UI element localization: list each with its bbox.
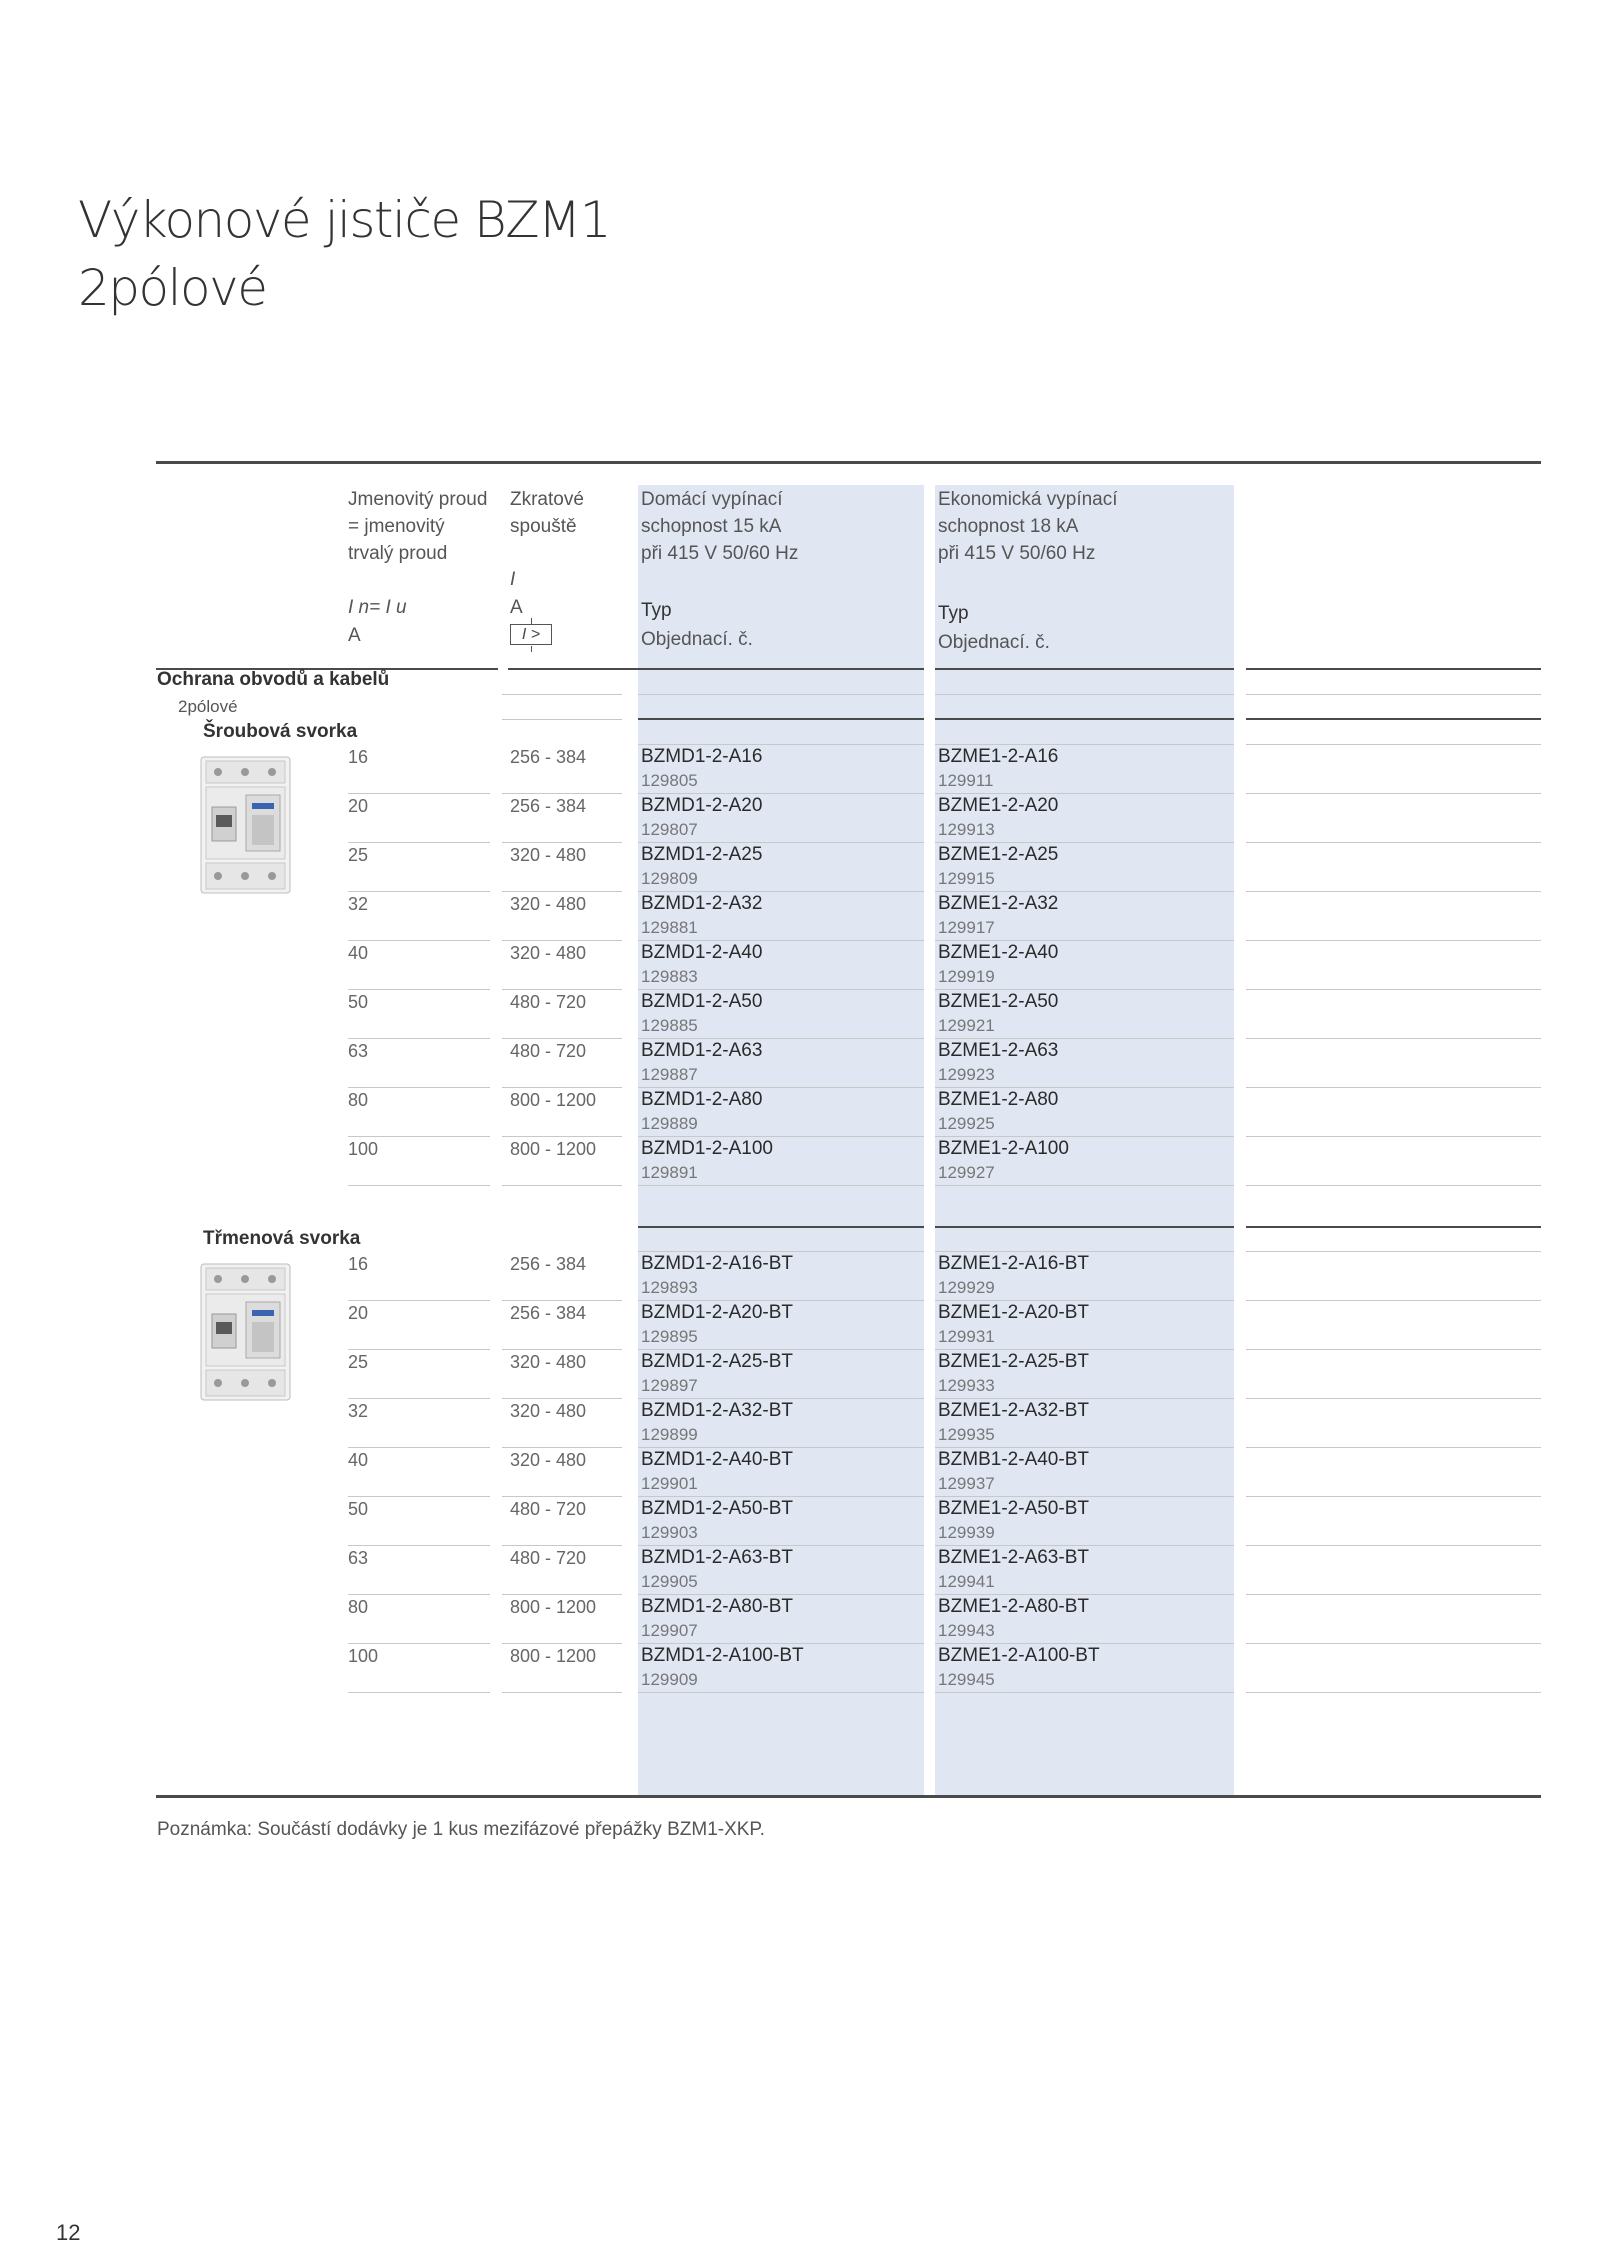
circuit-breaker-icon bbox=[198, 1262, 293, 1402]
trip-range: 480 - 720 bbox=[510, 1499, 587, 1519]
economic-type: BZME1-2-A25 bbox=[938, 844, 1059, 865]
rated-current: 32 bbox=[348, 1401, 369, 1421]
domestic-order-number: 129807 bbox=[641, 820, 698, 839]
domestic-order-number: 129883 bbox=[641, 967, 698, 986]
domestic-type: BZMD1-2-A80 bbox=[641, 1089, 763, 1110]
domestic-order-number: 129881 bbox=[641, 918, 698, 937]
economic-type: BZME1-2-A32 bbox=[938, 893, 1059, 914]
footnote: Poznámka: Součástí dodávky je 1 kus mezifázové přepážky BZM1-XKP. bbox=[157, 1819, 765, 1840]
row-rule bbox=[502, 1185, 622, 1186]
row-rule bbox=[935, 1692, 1234, 1693]
rated-current: 20 bbox=[348, 796, 369, 816]
economic-order-number: 129923 bbox=[938, 1065, 995, 1084]
economic-type: BZME1-2-A80 bbox=[938, 1089, 1059, 1110]
table-bottom-rule bbox=[156, 1795, 1541, 1798]
economic-type: BZME1-2-A25-BT bbox=[938, 1351, 1089, 1372]
domestic-order-number: 129809 bbox=[641, 869, 698, 888]
domestic-order-number: 129885 bbox=[641, 1016, 698, 1035]
domestic-type: BZMD1-2-A63-BT bbox=[641, 1547, 794, 1568]
domestic-order-number: 129889 bbox=[641, 1114, 698, 1133]
row-rule bbox=[1246, 1496, 1541, 1497]
rated-current: 50 bbox=[348, 992, 369, 1012]
domestic-type: BZMD1-2-A63 bbox=[641, 1040, 763, 1061]
economic-type: BZME1-2-A100 bbox=[938, 1138, 1069, 1159]
economic-type: BZME1-2-A63-BT bbox=[938, 1547, 1089, 1568]
trip-range: 480 - 720 bbox=[510, 992, 587, 1012]
rated-current: 63 bbox=[348, 1548, 369, 1568]
domestic-type: BZMD1-2-A16 bbox=[641, 746, 763, 767]
domestic-order-number: 129909 bbox=[641, 1670, 698, 1689]
row-rule bbox=[1246, 940, 1541, 941]
economic-type: BZME1-2-A50-BT bbox=[938, 1498, 1089, 1519]
header-economic: Ekonomická vypínací schopnost 18 kA při 415 V 50/60 Hz bbox=[938, 489, 1118, 564]
economic-order-number: 129927 bbox=[938, 1163, 995, 1182]
row-rule bbox=[638, 1692, 924, 1693]
group-title: Šroubová svorka bbox=[203, 721, 358, 742]
trip-range: 800 - 1200 bbox=[510, 1090, 597, 1110]
header-short-circuit-unit: A bbox=[510, 597, 523, 618]
economic-order-number: 129921 bbox=[938, 1016, 995, 1035]
circuit-breaker-icon bbox=[198, 755, 293, 895]
row-rule bbox=[348, 1545, 490, 1546]
row-rule bbox=[1246, 891, 1541, 892]
economic-order-number: 129933 bbox=[938, 1376, 995, 1395]
row-rule bbox=[1246, 1545, 1541, 1546]
rated-current: 16 bbox=[348, 1254, 369, 1274]
row-rule bbox=[348, 1087, 490, 1088]
economic-order-number: 129925 bbox=[938, 1114, 995, 1133]
domestic-type: BZMD1-2-A40 bbox=[641, 942, 763, 963]
group-separator-rule bbox=[638, 1226, 924, 1228]
trip-range: 320 - 480 bbox=[510, 894, 587, 914]
domestic-type: BZMD1-2-A50-BT bbox=[641, 1498, 794, 1519]
trip-range: 800 - 1200 bbox=[510, 1139, 597, 1159]
domestic-order-number: 129805 bbox=[641, 771, 698, 790]
economic-order-number: 129929 bbox=[938, 1278, 995, 1297]
row-rule bbox=[348, 989, 490, 990]
overcurrent-symbol-icon: I > bbox=[510, 624, 552, 645]
row-rule bbox=[348, 1185, 490, 1186]
economic-type: BZMB1-2-A40-BT bbox=[938, 1449, 1089, 1470]
row-rule bbox=[1246, 989, 1541, 990]
economic-order-number: 129919 bbox=[938, 967, 995, 986]
economic-type: BZME1-2-A63 bbox=[938, 1040, 1059, 1061]
row-rule bbox=[348, 1594, 490, 1595]
row-rule bbox=[1246, 1300, 1541, 1301]
rated-current: 40 bbox=[348, 1450, 369, 1470]
row-rule bbox=[1246, 1087, 1541, 1088]
row-rule bbox=[348, 1038, 490, 1039]
domestic-type: BZMD1-2-A40-BT bbox=[641, 1449, 794, 1470]
domestic-type: BZMD1-2-A32-BT bbox=[641, 1400, 794, 1421]
trip-range: 320 - 480 bbox=[510, 1450, 587, 1470]
economic-order-number: 129911 bbox=[938, 771, 994, 790]
domestic-order-number: 129893 bbox=[641, 1278, 698, 1297]
economic-order-number: 129943 bbox=[938, 1621, 995, 1640]
rated-current: 25 bbox=[348, 845, 369, 865]
domestic-type: BZMD1-2-A32 bbox=[641, 893, 763, 914]
header-economic-order: Objednací. č. bbox=[938, 632, 1050, 653]
rated-current: 63 bbox=[348, 1041, 369, 1061]
trip-range: 480 - 720 bbox=[510, 1041, 587, 1061]
rated-current: 40 bbox=[348, 943, 369, 963]
trip-range: 256 - 384 bbox=[510, 1303, 587, 1323]
page-title-line1: Výkonové jističe BZM1 bbox=[78, 191, 611, 249]
trip-range: 800 - 1200 bbox=[510, 1646, 597, 1666]
row-rule bbox=[1246, 1594, 1541, 1595]
rated-current: 100 bbox=[348, 1139, 379, 1159]
header-short-circuit-symbol: I bbox=[510, 569, 516, 590]
domestic-order-number: 129895 bbox=[641, 1327, 698, 1346]
row-rule bbox=[348, 1300, 490, 1301]
group-heading-rule bbox=[1246, 1251, 1541, 1252]
trip-range: 320 - 480 bbox=[510, 943, 587, 963]
rated-current: 32 bbox=[348, 894, 369, 914]
row-rule bbox=[1246, 1447, 1541, 1448]
rated-current: 100 bbox=[348, 1646, 379, 1666]
economic-type: BZME1-2-A50 bbox=[938, 991, 1059, 1012]
row-rule bbox=[1246, 1349, 1541, 1350]
row-rule bbox=[638, 1185, 924, 1186]
row-rule bbox=[348, 1692, 490, 1693]
row-rule bbox=[348, 940, 490, 941]
row-rule bbox=[1246, 1398, 1541, 1399]
economic-order-number: 129931 bbox=[938, 1327, 995, 1346]
domestic-order-number: 129901 bbox=[641, 1474, 698, 1493]
rated-current: 25 bbox=[348, 1352, 369, 1372]
economic-order-number: 129915 bbox=[938, 869, 995, 888]
economic-type: BZME1-2-A32-BT bbox=[938, 1400, 1089, 1421]
domestic-type: BZMD1-2-A16-BT bbox=[641, 1253, 794, 1274]
row-rule bbox=[1246, 1185, 1541, 1186]
rated-current: 80 bbox=[348, 1597, 369, 1617]
page-title-line2: 2pólové bbox=[78, 259, 267, 317]
trip-range: 320 - 480 bbox=[510, 845, 587, 865]
group-separator-rule bbox=[1246, 1226, 1541, 1228]
domestic-order-number: 129897 bbox=[641, 1376, 698, 1395]
domestic-type: BZMD1-2-A25 bbox=[641, 844, 763, 865]
domestic-type: BZMD1-2-A80-BT bbox=[641, 1596, 794, 1617]
domestic-type: BZMD1-2-A100 bbox=[641, 1138, 773, 1159]
row-rule bbox=[1246, 1136, 1541, 1137]
domestic-type: BZMD1-2-A50 bbox=[641, 991, 763, 1012]
economic-order-number: 129937 bbox=[938, 1474, 995, 1493]
trip-range: 320 - 480 bbox=[510, 1352, 587, 1372]
row-rule bbox=[502, 1692, 622, 1693]
group-separator-rule bbox=[935, 1226, 1234, 1228]
row-rule bbox=[348, 1398, 490, 1399]
economic-type: BZME1-2-A40 bbox=[938, 942, 1059, 963]
row-rule bbox=[348, 891, 490, 892]
header-short-circuit-release: Zkratové spouště bbox=[510, 489, 584, 537]
trip-range: 800 - 1200 bbox=[510, 1597, 597, 1617]
row-rule bbox=[348, 1447, 490, 1448]
header-economic-type: Typ bbox=[938, 603, 969, 624]
economic-order-number: 129913 bbox=[938, 820, 995, 839]
row-rule bbox=[348, 1349, 490, 1350]
page-title bbox=[78, 186, 610, 322]
economic-order-number: 129945 bbox=[938, 1670, 995, 1689]
domestic-type: BZMD1-2-A100-BT bbox=[641, 1645, 804, 1666]
domestic-order-number: 129899 bbox=[641, 1425, 698, 1444]
economic-order-number: 129941 bbox=[938, 1572, 995, 1591]
header-domestic-type: Typ bbox=[641, 600, 672, 621]
header-domestic-order: Objednací. č. bbox=[641, 629, 753, 650]
rated-current: 80 bbox=[348, 1090, 369, 1110]
economic-type: BZME1-2-A20-BT bbox=[938, 1302, 1089, 1323]
trip-range: 256 - 384 bbox=[510, 1254, 587, 1274]
page-number: 12 bbox=[56, 2220, 81, 2245]
domestic-type: BZMD1-2-A25-BT bbox=[641, 1351, 794, 1372]
table-top-rule bbox=[156, 461, 1541, 464]
domestic-order-number: 129903 bbox=[641, 1523, 698, 1542]
trip-range: 480 - 720 bbox=[510, 1548, 587, 1568]
domestic-order-number: 129891 bbox=[641, 1163, 698, 1182]
domestic-type: BZMD1-2-A20 bbox=[641, 795, 763, 816]
row-rule bbox=[348, 1496, 490, 1497]
trip-range: 256 - 384 bbox=[510, 796, 587, 816]
group-heading-rule bbox=[1246, 744, 1541, 745]
trip-range: 320 - 480 bbox=[510, 1401, 587, 1421]
economic-order-number: 129939 bbox=[938, 1523, 995, 1542]
header-rated-current-symbol: I n= I u bbox=[348, 597, 407, 618]
trip-range: 256 - 384 bbox=[510, 747, 587, 767]
row-rule bbox=[348, 793, 490, 794]
header-rated-current-unit: A bbox=[348, 625, 361, 646]
rated-current: 20 bbox=[348, 1303, 369, 1323]
section-title: Ochrana obvodů a kabelů bbox=[157, 669, 390, 690]
row-rule bbox=[1246, 793, 1541, 794]
row-rule bbox=[1246, 1643, 1541, 1644]
header-domestic: Domácí vypínací schopnost 15 kA při 415 V 50/60 Hz bbox=[641, 489, 799, 564]
economic-order-number: 129917 bbox=[938, 918, 995, 937]
domestic-order-number: 129905 bbox=[641, 1572, 698, 1591]
row-rule bbox=[1246, 1038, 1541, 1039]
group-title: Třmenová svorka bbox=[203, 1228, 361, 1249]
row-rule bbox=[935, 1185, 1234, 1186]
domestic-type: BZMD1-2-A20-BT bbox=[641, 1302, 794, 1323]
rated-current: 16 bbox=[348, 747, 369, 767]
economic-order-number: 129935 bbox=[938, 1425, 995, 1444]
row-rule bbox=[1246, 1692, 1541, 1693]
economic-type: BZME1-2-A16-BT bbox=[938, 1253, 1089, 1274]
row-rule bbox=[1246, 842, 1541, 843]
rated-current: 50 bbox=[348, 1499, 369, 1519]
economic-type: BZME1-2-A100-BT bbox=[938, 1645, 1100, 1666]
domestic-order-number: 129907 bbox=[641, 1621, 698, 1640]
economic-type: BZME1-2-A20 bbox=[938, 795, 1059, 816]
row-rule bbox=[348, 842, 490, 843]
economic-type: BZME1-2-A16 bbox=[938, 746, 1059, 767]
economic-type: BZME1-2-A80-BT bbox=[938, 1596, 1089, 1617]
header-rated-current: Jmenovitý proud = jmenovitý trvalý proud bbox=[348, 489, 488, 564]
domestic-order-number: 129887 bbox=[641, 1065, 698, 1084]
section-subtitle: 2pólové bbox=[178, 697, 238, 716]
